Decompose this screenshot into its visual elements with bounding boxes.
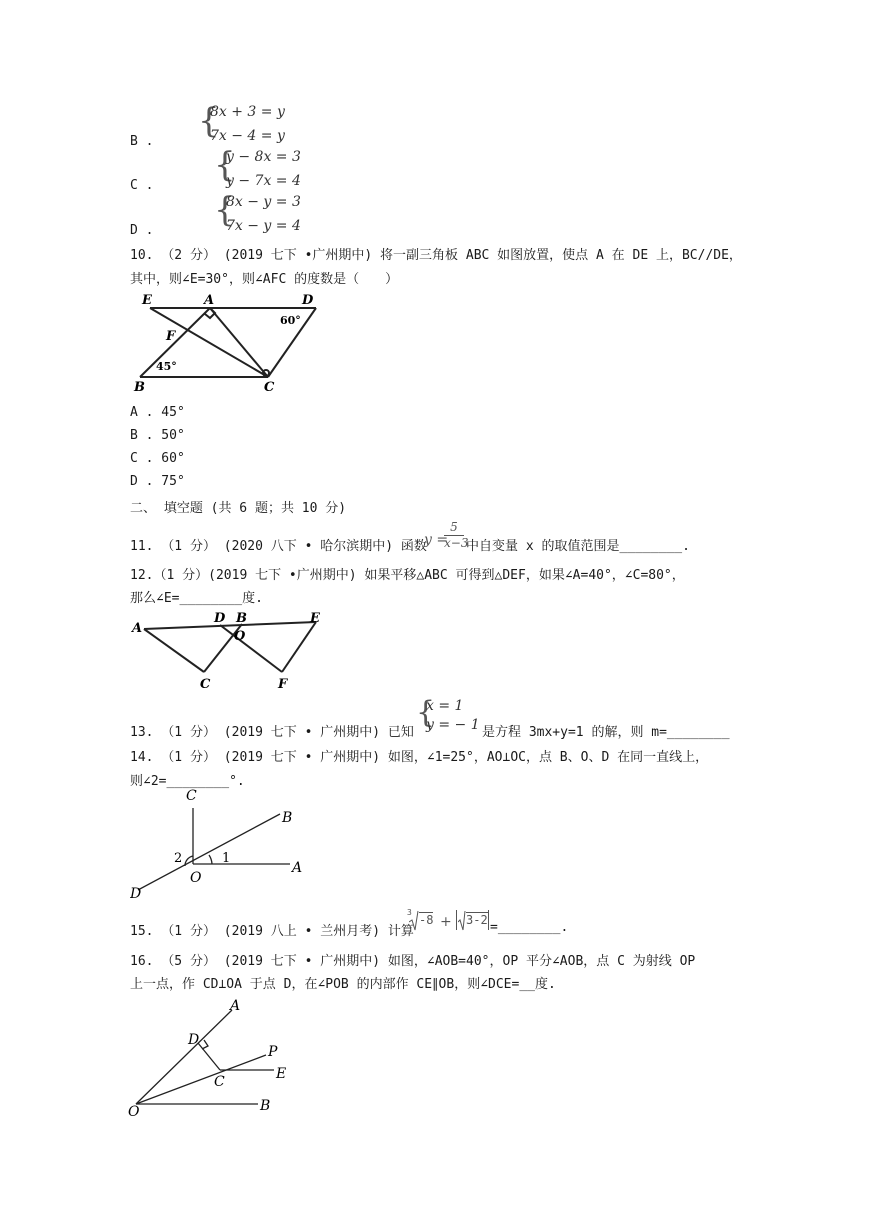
- radical-sign-2: [458, 910, 466, 932]
- option-letter: C .: [130, 178, 154, 193]
- label-d: D: [302, 293, 314, 308]
- equation-2: 7x − 4 = y: [210, 128, 285, 144]
- formula-numerator: 5: [450, 520, 458, 534]
- label-b: B: [282, 810, 293, 826]
- angle-figure: [130, 786, 310, 901]
- label-f: F: [278, 677, 288, 692]
- label-b: B: [134, 380, 145, 395]
- system-brace: {: [214, 190, 236, 230]
- question-text-line-2: 上一点，作 CD⊥OA 于点 D，在∠POB 的内部作 CE∥OB，则∠DCE=__度.: [130, 977, 556, 992]
- question-text-line-1: 10. （2 分） (2019 七下 •广州期中) 将一副三角板 ABC 如图放置，使点 A 在 DE 上，BC//DE，: [130, 248, 742, 263]
- question-text-prefix: 11. （1 分） (2020 八下 • 哈尔滨期中) 函数: [130, 539, 427, 554]
- label-c: C: [214, 1074, 225, 1090]
- equation-2: y = − 1: [426, 717, 480, 733]
- angle-2-label: 2: [174, 851, 183, 866]
- label-d: D: [130, 886, 142, 901]
- triangle-figure: [130, 290, 330, 395]
- system-brace: {: [198, 101, 220, 141]
- option-letter: D .: [130, 223, 154, 238]
- equation-2: 7x − y = 4: [226, 218, 301, 234]
- option-b: B . 50°: [130, 428, 185, 443]
- label-f: F: [166, 329, 176, 344]
- option-a: A . 45°: [130, 405, 185, 420]
- angle-1-label: 1: [222, 851, 231, 866]
- question-text-suffix: 是方程 3mx+y=1 的解，则 m=________: [482, 725, 730, 740]
- option-d: D . 75°: [130, 474, 185, 489]
- system-brace: {: [416, 695, 436, 730]
- label-c: C: [264, 380, 275, 395]
- equation-1: 8x − y = 3: [226, 194, 301, 210]
- equation-2: y − 7x = 4: [226, 173, 301, 189]
- abs-inner: 3-2: [466, 913, 488, 927]
- radical-sign-1: [409, 910, 419, 932]
- label-e: E: [142, 293, 152, 308]
- question-text-prefix: 13. （1 分） (2019 七下 • 广州期中) 已知: [130, 725, 414, 740]
- label-b: B: [260, 1098, 271, 1114]
- plus-sign: +: [440, 914, 452, 930]
- abs-bar-left: [456, 910, 457, 930]
- abs-bar-right: [488, 910, 489, 930]
- label-c: C: [186, 788, 197, 804]
- equation-1: x = 1: [426, 698, 464, 714]
- equation-1: y − 8x = 3: [226, 149, 301, 165]
- question-text-line-1: 16. （5 分） (2019 七下 • 广州期中) 如图，∠AOB=40°，OP 平分∠AOB，点 C 为射线 OP: [130, 954, 696, 969]
- equation-1: 8x + 3 = y: [210, 104, 285, 120]
- cube-root-index: 3: [407, 908, 412, 917]
- question-text-line-1: 12.（1 分）(2019 七下 •广州期中) 如果平移△ABC 可得到△DEF，如果∠A=40°，∠C=80°，: [130, 568, 685, 583]
- radicand-1: -8: [419, 913, 434, 927]
- label-a: A: [132, 621, 143, 636]
- angle-60-label: 60°: [280, 314, 301, 327]
- label-p: P: [268, 1044, 278, 1060]
- option-letter: B .: [130, 134, 154, 149]
- label-c: C: [200, 677, 211, 692]
- question-text-line-1: 14. （1 分） (2019 七下 • 广州期中) 如图，∠1=25°，AO⊥OC，点 B、O、D 在同一直线上，: [130, 750, 709, 765]
- system-brace: {: [214, 145, 236, 185]
- label-o: O: [190, 870, 202, 886]
- angle-bisector-figure: [128, 998, 298, 1123]
- section-heading: 二、 填空题 (共 6 题；共 10 分): [130, 501, 347, 516]
- question-text-line-2: 其中，则∠E=30°，则∠AFC 的度数是（ ）: [130, 272, 399, 287]
- question-text-suffix: 中自变量 x 的取值范围是________.: [466, 539, 690, 554]
- label-e: E: [310, 611, 320, 626]
- formula-y: y =: [424, 532, 449, 548]
- label-a: A: [292, 860, 303, 876]
- label-o: O: [128, 1104, 140, 1120]
- question-text-line-2: 则∠2=________°.: [130, 774, 245, 789]
- label-o: O: [234, 629, 246, 644]
- translated-triangles-figure: [130, 608, 330, 693]
- label-d: D: [214, 611, 226, 626]
- question-text-line-2: 那么∠E=________度.: [130, 591, 263, 606]
- label-d: D: [188, 1032, 200, 1048]
- label-a: A: [204, 293, 215, 308]
- label-e: E: [276, 1066, 287, 1082]
- formula-denominator: x−3: [444, 536, 469, 550]
- question-text-prefix: 15. （1 分） (2019 八上 • 兰州月考) 计算: [130, 924, 414, 939]
- label-a: A: [230, 998, 241, 1014]
- question-text-suffix: =________.: [490, 920, 569, 935]
- angle-45-label: 45°: [156, 360, 177, 373]
- label-b: B: [236, 611, 247, 626]
- option-c: C . 60°: [130, 451, 185, 466]
